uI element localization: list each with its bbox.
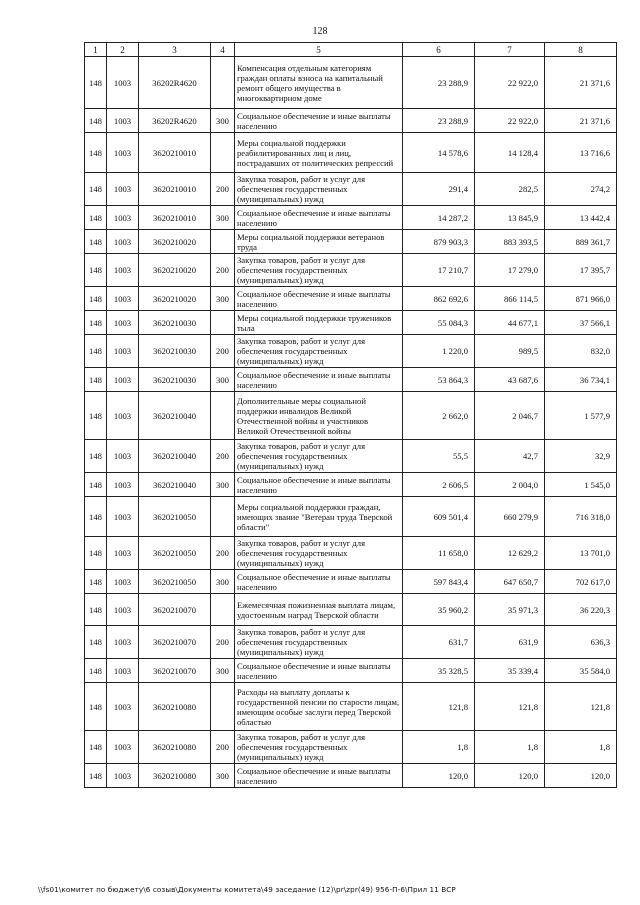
row-value-col7: 35 339,4 — [475, 659, 545, 683]
header-cell: 6 — [403, 43, 475, 57]
table-row — [85, 230, 617, 254]
row-value-col8: 1 545,0 — [545, 473, 617, 497]
header-cell: 3 — [139, 43, 211, 57]
row-expense-type: 200 — [211, 626, 235, 659]
row-value-col8: 13 716,6 — [545, 133, 617, 173]
row-value-col8: 702 617,0 — [545, 570, 617, 594]
row-expense-type: 200 — [211, 731, 235, 764]
row-article: 3620210030 — [139, 368, 211, 392]
row-value-col8: 37 566,1 — [545, 311, 617, 335]
row-value-col7: 44 677,1 — [475, 311, 545, 335]
row-expense-type — [211, 230, 235, 254]
row-value-col8: 13 442,4 — [545, 206, 617, 230]
row-code: 148 — [85, 440, 107, 473]
row-code: 148 — [85, 537, 107, 570]
table-row — [85, 335, 617, 368]
row-code: 148 — [85, 473, 107, 497]
table-row — [85, 594, 617, 626]
row-name: Социальное обеспечение и иные выплаты населению — [235, 368, 403, 392]
table-row — [85, 287, 617, 311]
row-expense-type — [211, 57, 235, 109]
table-row — [85, 626, 617, 659]
row-code: 148 — [85, 206, 107, 230]
row-value-col8: 21 371,6 — [545, 57, 617, 109]
row-article: 3620210070 — [139, 659, 211, 683]
table-row — [85, 311, 617, 335]
row-article: 3620210020 — [139, 287, 211, 311]
row-article: 3620210030 — [139, 335, 211, 368]
table-row — [85, 764, 617, 788]
row-value-col6: 609 501,4 — [403, 497, 475, 537]
row-section: 1003 — [107, 173, 139, 206]
row-code: 148 — [85, 368, 107, 392]
table-row — [85, 440, 617, 473]
row-code: 148 — [85, 594, 107, 626]
row-value-col7: 647 650,7 — [475, 570, 545, 594]
row-article: 3620210020 — [139, 254, 211, 287]
row-name: Социальное обеспечение и иные выплаты населению — [235, 473, 403, 497]
row-name: Закупка товаров, работ и услуг для обеспечения государственных (муниципальных) нужд — [235, 173, 403, 206]
row-section: 1003 — [107, 368, 139, 392]
row-value-col8: 21 371,6 — [545, 109, 617, 133]
row-name: Меры социальной поддержки граждан, имеющих звание "Ветеран труда Тверской области" — [235, 497, 403, 537]
row-article: 36202R4620 — [139, 57, 211, 109]
row-name: Ежемесячная пожизненная выплата лицам, удостоенным наград Тверской области — [235, 594, 403, 626]
row-value-col7: 120,0 — [475, 764, 545, 788]
row-name: Закупка товаров, работ и услуг для обеспечения государственных (муниципальных) нужд — [235, 254, 403, 287]
row-expense-type: 200 — [211, 440, 235, 473]
table-row — [85, 731, 617, 764]
row-expense-type: 200 — [211, 254, 235, 287]
row-value-col7: 883 393,5 — [475, 230, 545, 254]
row-section: 1003 — [107, 659, 139, 683]
row-value-col6: 120,0 — [403, 764, 475, 788]
row-code: 148 — [85, 173, 107, 206]
row-article: 3620210040 — [139, 440, 211, 473]
row-value-col7: 989,5 — [475, 335, 545, 368]
row-expense-type: 300 — [211, 287, 235, 311]
header-cell: 8 — [545, 43, 617, 57]
header-cell: 4 — [211, 43, 235, 57]
table-header-row — [85, 43, 617, 57]
table-row — [85, 109, 617, 133]
table-row — [85, 392, 617, 440]
row-name: Компенсация отдельным категориям граждан оплаты взноса на капитальный ремонт общего имущества в многоквартирном доме — [235, 57, 403, 109]
row-section: 1003 — [107, 473, 139, 497]
row-name: Закупка товаров, работ и услуг для обеспечения государственных (муниципальных) нужд — [235, 626, 403, 659]
row-value-col7: 282,5 — [475, 173, 545, 206]
row-value-col8: 274,2 — [545, 173, 617, 206]
row-value-col8: 1,8 — [545, 731, 617, 764]
row-value-col7: 22 922,0 — [475, 57, 545, 109]
row-value-col8: 120,0 — [545, 764, 617, 788]
table-row — [85, 683, 617, 731]
budget-table — [84, 42, 617, 788]
row-value-col7: 1,8 — [475, 731, 545, 764]
row-code: 148 — [85, 392, 107, 440]
row-expense-type: 200 — [211, 537, 235, 570]
row-code: 148 — [85, 570, 107, 594]
row-value-col6: 23 288,9 — [403, 57, 475, 109]
table-row — [85, 133, 617, 173]
row-value-col7: 14 128,4 — [475, 133, 545, 173]
row-value-col7: 631,9 — [475, 626, 545, 659]
table-row — [85, 173, 617, 206]
row-article: 3620210070 — [139, 594, 211, 626]
row-expense-type: 300 — [211, 109, 235, 133]
row-code: 148 — [85, 626, 107, 659]
row-article: 3620210040 — [139, 473, 211, 497]
header-cell: 7 — [475, 43, 545, 57]
row-article: 3620210010 — [139, 133, 211, 173]
table-row — [85, 254, 617, 287]
row-value-col6: 2 606,5 — [403, 473, 475, 497]
row-name: Закупка товаров, работ и услуг для обеспечения государственных (муниципальных) нужд — [235, 335, 403, 368]
row-value-col6: 23 288,9 — [403, 109, 475, 133]
row-code: 148 — [85, 764, 107, 788]
row-value-col6: 1 220,0 — [403, 335, 475, 368]
row-article: 3620210050 — [139, 537, 211, 570]
row-value-col7: 22 922,0 — [475, 109, 545, 133]
row-section: 1003 — [107, 392, 139, 440]
row-expense-type: 300 — [211, 206, 235, 230]
row-section: 1003 — [107, 287, 139, 311]
row-name: Расходы на выплату доплаты к государственной пенсии по старости лицам, имеющим особые заслуги перед Тверской областью — [235, 683, 403, 731]
row-section: 1003 — [107, 497, 139, 537]
row-value-col8: 716 318,0 — [545, 497, 617, 537]
footer-file-path: \\fs01\комитет по бюджету\6 созыв\Документы комитета\49 заседание (12)\pr\zpr(49) 956-П-6\Прил 11 ВСР — [38, 885, 456, 894]
row-article: 3620210070 — [139, 626, 211, 659]
row-code: 148 — [85, 109, 107, 133]
row-value-col8: 871 966,0 — [545, 287, 617, 311]
row-value-col6: 1,8 — [403, 731, 475, 764]
row-section: 1003 — [107, 683, 139, 731]
row-name: Меры социальной поддержки ветеранов труда — [235, 230, 403, 254]
row-value-col6: 35 328,5 — [403, 659, 475, 683]
row-value-col6: 879 903,3 — [403, 230, 475, 254]
table-row — [85, 537, 617, 570]
row-value-col8: 32,9 — [545, 440, 617, 473]
row-code: 148 — [85, 254, 107, 287]
row-code: 148 — [85, 683, 107, 731]
row-code: 148 — [85, 287, 107, 311]
row-section: 1003 — [107, 109, 139, 133]
row-section: 1003 — [107, 537, 139, 570]
row-value-col6: 55,5 — [403, 440, 475, 473]
row-value-col6: 14 287,2 — [403, 206, 475, 230]
row-section: 1003 — [107, 764, 139, 788]
row-expense-type: 200 — [211, 173, 235, 206]
row-article: 3620210020 — [139, 230, 211, 254]
row-value-col8: 121,8 — [545, 683, 617, 731]
row-expense-type — [211, 497, 235, 537]
row-code: 148 — [85, 659, 107, 683]
header-cell: 1 — [85, 43, 107, 57]
row-section: 1003 — [107, 254, 139, 287]
row-expense-type — [211, 683, 235, 731]
row-value-col8: 636,3 — [545, 626, 617, 659]
row-value-col7: 17 279,0 — [475, 254, 545, 287]
row-value-col8: 832,0 — [545, 335, 617, 368]
row-section: 1003 — [107, 440, 139, 473]
row-code: 148 — [85, 731, 107, 764]
row-value-col6: 35 960,2 — [403, 594, 475, 626]
row-value-col7: 121,8 — [475, 683, 545, 731]
row-name: Дополнительные меры социальной поддержки инвалидов Великой Отечественной войны и участников Великой Отечественной войны — [235, 392, 403, 440]
row-expense-type: 200 — [211, 335, 235, 368]
row-section: 1003 — [107, 311, 139, 335]
row-code: 148 — [85, 57, 107, 109]
row-article: 3620210050 — [139, 570, 211, 594]
row-expense-type: 300 — [211, 368, 235, 392]
row-section: 1003 — [107, 731, 139, 764]
row-value-col6: 291,4 — [403, 173, 475, 206]
row-section: 1003 — [107, 570, 139, 594]
row-expense-type: 300 — [211, 764, 235, 788]
row-value-col7: 866 114,5 — [475, 287, 545, 311]
row-code: 148 — [85, 497, 107, 537]
row-value-col7: 43 687,6 — [475, 368, 545, 392]
row-code: 148 — [85, 230, 107, 254]
row-expense-type — [211, 594, 235, 626]
row-code: 148 — [85, 311, 107, 335]
row-name: Социальное обеспечение и иные выплаты населению — [235, 659, 403, 683]
row-name: Меры социальной поддержки тружеников тыла — [235, 311, 403, 335]
row-section: 1003 — [107, 206, 139, 230]
row-value-col6: 11 658,0 — [403, 537, 475, 570]
row-value-col7: 13 845,9 — [475, 206, 545, 230]
row-expense-type — [211, 311, 235, 335]
row-expense-type — [211, 133, 235, 173]
row-value-col7: 2 004,0 — [475, 473, 545, 497]
row-value-col7: 35 971,3 — [475, 594, 545, 626]
table-row — [85, 368, 617, 392]
row-expense-type — [211, 392, 235, 440]
row-article: 3620210030 — [139, 311, 211, 335]
row-expense-type: 300 — [211, 473, 235, 497]
row-value-col6: 53 864,3 — [403, 368, 475, 392]
row-name: Социальное обеспечение и иные выплаты населению — [235, 764, 403, 788]
row-value-col6: 597 843,4 — [403, 570, 475, 594]
row-name: Социальное обеспечение и иные выплаты населению — [235, 206, 403, 230]
row-expense-type: 300 — [211, 570, 235, 594]
row-section: 1003 — [107, 133, 139, 173]
header-cell: 5 — [235, 43, 403, 57]
row-article: 3620210080 — [139, 731, 211, 764]
page-number: 128 — [312, 26, 328, 37]
row-value-col7: 660 279,9 — [475, 497, 545, 537]
row-value-col6: 14 578,6 — [403, 133, 475, 173]
row-section: 1003 — [107, 230, 139, 254]
row-value-col7: 2 046,7 — [475, 392, 545, 440]
row-article: 3620210010 — [139, 173, 211, 206]
row-name: Закупка товаров, работ и услуг для обеспечения государственных (муниципальных) нужд — [235, 537, 403, 570]
row-section: 1003 — [107, 335, 139, 368]
row-value-col7: 42,7 — [475, 440, 545, 473]
row-value-col6: 17 210,7 — [403, 254, 475, 287]
row-value-col7: 12 629,2 — [475, 537, 545, 570]
row-name: Социальное обеспечение и иные выплаты населению — [235, 109, 403, 133]
row-section: 1003 — [107, 57, 139, 109]
row-name: Социальное обеспечение и иные выплаты населению — [235, 570, 403, 594]
row-value-col6: 55 084,3 — [403, 311, 475, 335]
table-row — [85, 57, 617, 109]
row-name: Меры социальной поддержки реабилитированных лиц и лиц, пострадавших от политических репрессий — [235, 133, 403, 173]
row-code: 148 — [85, 133, 107, 173]
row-name: Закупка товаров, работ и услуг для обеспечения государственных (муниципальных) нужд — [235, 731, 403, 764]
row-value-col8: 889 361,7 — [545, 230, 617, 254]
row-value-col8: 1 577,9 — [545, 392, 617, 440]
row-value-col8: 36 220,3 — [545, 594, 617, 626]
row-value-col6: 2 662,0 — [403, 392, 475, 440]
row-section: 1003 — [107, 626, 139, 659]
row-article: 3620210080 — [139, 764, 211, 788]
row-value-col8: 17 395,7 — [545, 254, 617, 287]
table-row — [85, 206, 617, 230]
row-section: 1003 — [107, 594, 139, 626]
row-name: Закупка товаров, работ и услуг для обеспечения государственных (муниципальных) нужд — [235, 440, 403, 473]
row-article: 3620210080 — [139, 683, 211, 731]
row-code: 148 — [85, 335, 107, 368]
table-row — [85, 497, 617, 537]
row-article: 36202R4620 — [139, 109, 211, 133]
row-name: Социальное обеспечение и иные выплаты населению — [235, 287, 403, 311]
row-value-col8: 35 584,0 — [545, 659, 617, 683]
table-row — [85, 659, 617, 683]
row-article: 3620210010 — [139, 206, 211, 230]
header-cell: 2 — [107, 43, 139, 57]
row-expense-type: 300 — [211, 659, 235, 683]
table-row — [85, 570, 617, 594]
row-value-col8: 36 734,1 — [545, 368, 617, 392]
row-value-col6: 121,8 — [403, 683, 475, 731]
row-value-col6: 862 692,6 — [403, 287, 475, 311]
row-article: 3620210040 — [139, 392, 211, 440]
row-article: 3620210050 — [139, 497, 211, 537]
row-value-col8: 13 701,0 — [545, 537, 617, 570]
table-row — [85, 473, 617, 497]
row-value-col6: 631,7 — [403, 626, 475, 659]
